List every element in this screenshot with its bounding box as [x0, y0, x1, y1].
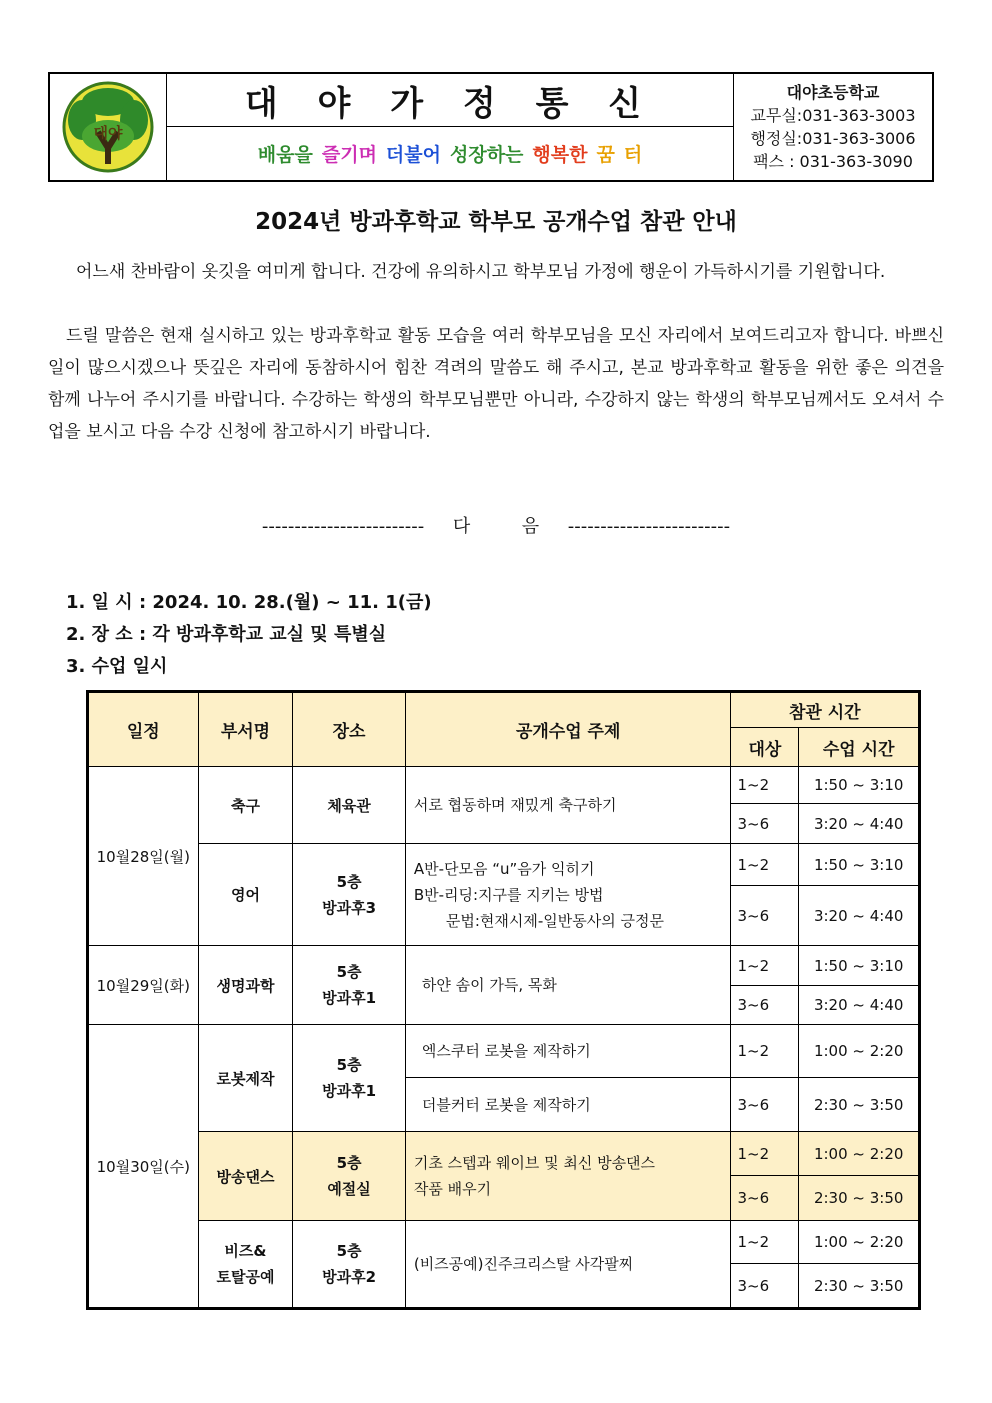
document-title: 2024년 방과후학교 학부모 공개수업 참관 안내 [255, 209, 737, 235]
title-cell [167, 74, 734, 180]
logo-text: 대야 [93, 124, 123, 142]
time-cell: 1:00 ~ 2:20 [799, 1025, 920, 1078]
item-schedule: 3. 수업 일시 [66, 656, 168, 677]
topic-cell: 더블커터 로봇을 제작하기 [405, 1078, 731, 1132]
motto-word: 터 [623, 144, 643, 166]
place-room: 예절실 [327, 1180, 371, 1198]
place-floor: 5층 [336, 872, 362, 891]
place-cell: 체육관 [293, 767, 406, 844]
motto-word: 즐기며 [321, 144, 377, 166]
time-cell: 3:20 ~ 4:40 [799, 986, 920, 1025]
target-cell: 1~2 [731, 1221, 799, 1264]
greeting-paragraph: 어느새 찬바람이 옷깃을 여미게 합니다. 건강에 유의하시고 학부모님 가정에 행운이 가득하시기를 기원합니다. [76, 262, 886, 282]
body-paragraph: 드릴 말씀은 현재 실시하고 있는 방과후학교 활동 모습을 여러 학부모님을 모신 자리에서 보여드리고자 합니다. 바쁘신 일이 많으시겠으나 뜻깊은 자리에 동참하시어 힘찬 격려의 말씀도 해 주시고, 본교 방과후학교 활동을 위한 좋은 의견을 함께 나누어 주시기를 바랍니다. 수강하는 학생의 학부모님뿐만 아니라, 수강하지 않는 학생의 학부모님께서도 오셔서 수업을 보시고 다음 수강 신청에 참고하시기 바랍니다. [48, 326, 944, 442]
schedule-table [86, 690, 921, 1310]
place-room: 방과후1 [322, 989, 377, 1007]
fax-number: 팩스 : 031-363-3090 [753, 152, 913, 171]
header-visit-time: 참관 시간 [731, 692, 920, 728]
motto-word: 성장하는 [449, 144, 524, 166]
school-logo [58, 80, 158, 174]
target-cell: 3~6 [731, 1078, 799, 1132]
motto-word: 더불어 [385, 144, 441, 166]
school-motto [167, 127, 733, 180]
topic-cell: 서로 협동하며 재밌게 축구하기 [405, 767, 731, 844]
topic-line: 문법:현재시제-일반동사의 긍정문 [445, 911, 664, 930]
place-floor: 5층 [336, 1242, 362, 1260]
place-floor: 5층 [336, 963, 362, 981]
header-place: 장소 [293, 692, 406, 767]
target-cell: 1~2 [731, 767, 799, 804]
time-cell: 1:00 ~ 2:20 [799, 1221, 920, 1264]
table-row [88, 946, 920, 986]
target-cell: 1~2 [731, 844, 799, 886]
table-row [88, 1025, 920, 1078]
table-row [88, 767, 920, 804]
place-cell [293, 1221, 406, 1309]
target-cell: 3~6 [731, 886, 799, 946]
time-cell: 3:20 ~ 4:40 [799, 804, 920, 844]
dept-cell: 방송댄스 [198, 1132, 293, 1221]
motto-word: 배움을 [257, 144, 313, 166]
header-topic: 공개수업 주제 [405, 692, 731, 767]
dept-cell: 로봇제작 [198, 1025, 293, 1132]
dept-line: 비즈& [224, 1242, 267, 1260]
target-cell: 3~6 [731, 1264, 799, 1309]
time-cell: 1:00 ~ 2:20 [799, 1132, 920, 1176]
dept-cell: 축구 [198, 767, 293, 844]
motto-word: 행복한 [532, 144, 588, 166]
phone-office: 교무실:031-363-3003 [750, 106, 916, 125]
time-cell: 1:50 ~ 3:10 [799, 767, 920, 804]
topic-cell: 하얀 솜이 가득, 목화 [405, 946, 731, 1025]
school-name: 대야초등학교 [786, 83, 880, 102]
date-cell: 10월29일(화) [88, 946, 199, 1025]
header-date: 일정 [88, 692, 199, 767]
topic-cell [405, 1132, 731, 1221]
target-cell: 3~6 [731, 1176, 799, 1221]
newsletter-title: 대 야 가 정 통 신 [167, 74, 733, 127]
dept-cell: 영어 [198, 844, 293, 946]
header-dept: 부서명 [198, 692, 293, 767]
dept-cell: 생명과학 [198, 946, 293, 1025]
time-cell: 2:30 ~ 3:50 [799, 1264, 920, 1309]
dept-line: 토탈공예 [216, 1268, 275, 1286]
item-datetime: 1. 일 시 : 2024. 10. 28.(월) ~ 11. 1(금) [66, 592, 432, 613]
topic-line: 작품 배우기 [413, 1180, 492, 1198]
place-cell [293, 1132, 406, 1221]
item-place: 2. 장 소 : 각 방과후학교 교실 및 특별실 [66, 624, 387, 645]
target-cell: 3~6 [731, 804, 799, 844]
section-divider: ------------------------- 다 음 ------------------------- [261, 516, 731, 537]
header-class-time: 수업 시간 [799, 728, 920, 767]
table-row [88, 1221, 920, 1264]
table-row [88, 844, 920, 886]
time-cell: 2:30 ~ 3:50 [799, 1078, 920, 1132]
target-cell: 1~2 [731, 1025, 799, 1078]
school-logo-cell [50, 74, 167, 180]
topic-cell: (비즈공예)진주크리스탈 사각팔찌 [405, 1221, 731, 1309]
target-cell: 1~2 [731, 946, 799, 986]
place-room: 방과후3 [322, 898, 377, 917]
date-cell: 10월28일(월) [88, 767, 199, 946]
time-cell: 1:50 ~ 3:10 [799, 844, 920, 886]
table-row [88, 1132, 920, 1176]
time-cell: 1:50 ~ 3:10 [799, 946, 920, 986]
place-floor: 5층 [336, 1154, 362, 1172]
place-floor: 5층 [336, 1056, 362, 1074]
date-cell: 10월30일(수) [88, 1025, 199, 1309]
newsletter-header [48, 72, 934, 182]
topic-line: B반-리딩:지구를 지키는 방법 [413, 885, 604, 904]
place-room: 방과후1 [322, 1082, 377, 1100]
phone-admin: 행정실:031-363-3006 [750, 129, 916, 148]
target-cell: 1~2 [731, 1132, 799, 1176]
target-cell: 3~6 [731, 986, 799, 1025]
time-cell: 2:30 ~ 3:50 [799, 1176, 920, 1221]
place-cell [293, 1025, 406, 1132]
place-room: 방과후2 [322, 1268, 377, 1286]
topic-cell [405, 844, 731, 946]
topic-line: A반-단모음 “u”음가 익히기 [413, 859, 595, 878]
time-cell: 3:20 ~ 4:40 [799, 886, 920, 946]
header-target: 대상 [731, 728, 799, 767]
topic-line: 기초 스텝과 웨이브 및 최신 방송댄스 [413, 1154, 656, 1172]
place-cell [293, 946, 406, 1025]
place-cell [293, 844, 406, 946]
dept-cell [198, 1221, 293, 1309]
topic-cell: 엑스쿠터 로봇을 제작하기 [405, 1025, 731, 1078]
school-contact [734, 74, 932, 180]
motto-word: 꿈 [596, 144, 615, 166]
